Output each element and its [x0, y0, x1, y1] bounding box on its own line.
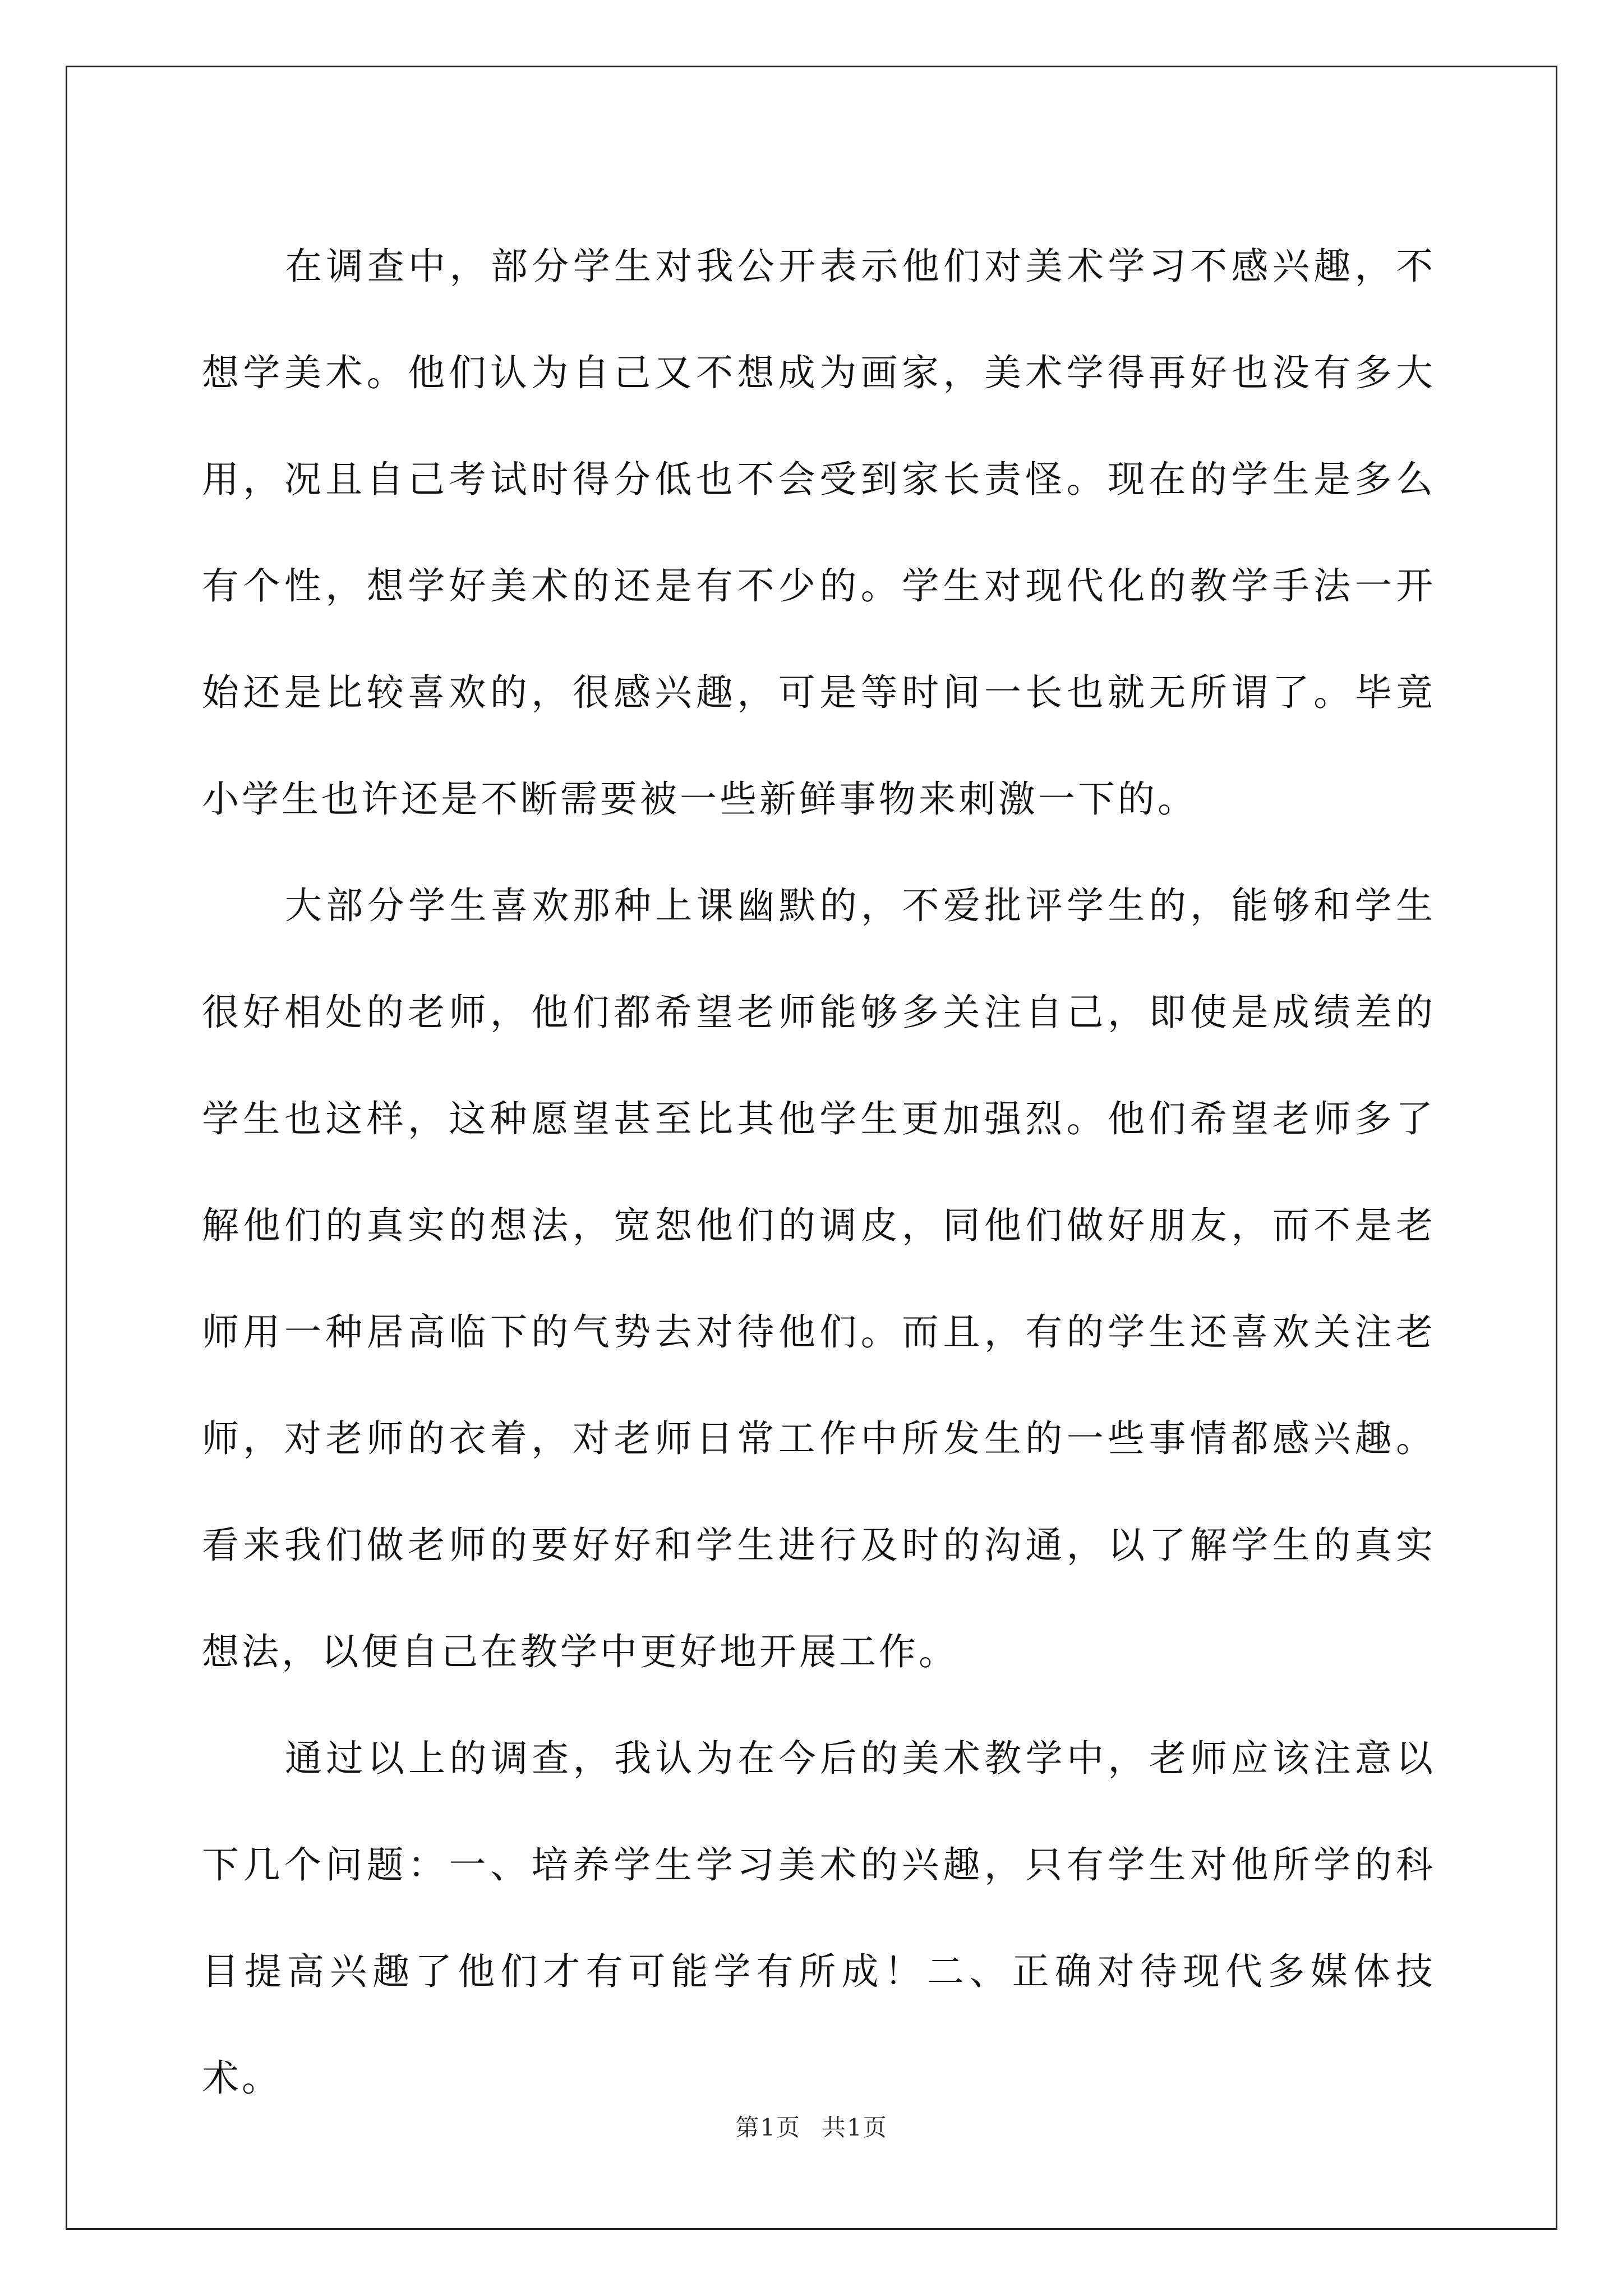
page-footer	[0, 2109, 1623, 2143]
page-number: 第1页	[735, 2114, 801, 2141]
paragraph: 在调查中，部分学生对我公开表示他们对美术学习不感兴趣，不想学美术。他们认为自己又不想成为画家，美术学得再好也没有多大用，况且自己考试时得分低也不会受到家长责怪。现在的学生是多么有个性，想学好美术的还是有不少的。学生对现代化的教学手法一开始还是比较喜欢的，很感兴趣，可是等时间一长也就无所谓了。毕竟小学生也许还是不断需要被一些新鲜事物来刺激一下的。	[202, 245, 1436, 821]
paragraph: 通过以上的调查，我认为在今后的美术教学中，老师应该注意以下几个问题：一、培养学生学习美术的兴趣，只有学生对他所学的科目提高兴趣了他们才有可能学有所成！二、正确对待现代多媒体技术。	[202, 1737, 1436, 2100]
page-total: 共1页	[822, 2114, 888, 2141]
paragraph: 大部分学生喜欢那种上课幽默的，不爱批评学生的，能够和学生很好相处的老师，他们都希望老师能够多关注自己，即使是成绩差的学生也这样，这种愿望甚至比其他学生更加强烈。他们希望老师多了解他们的真实的想法，宽恕他们的调皮，同他们做好朋友，而不是老师用一种居高临下的气势去对待他们。而且，有的学生还喜欢关注老师，对老师的衣着，对老师日常工作中所发生的一些事情都感兴趣。看来我们做老师的要好好和学生进行及时的沟通，以了解学生的真实想法，以便自己在教学中更好地开展工作。	[202, 884, 1436, 1673]
document-body	[202, 213, 1436, 2132]
